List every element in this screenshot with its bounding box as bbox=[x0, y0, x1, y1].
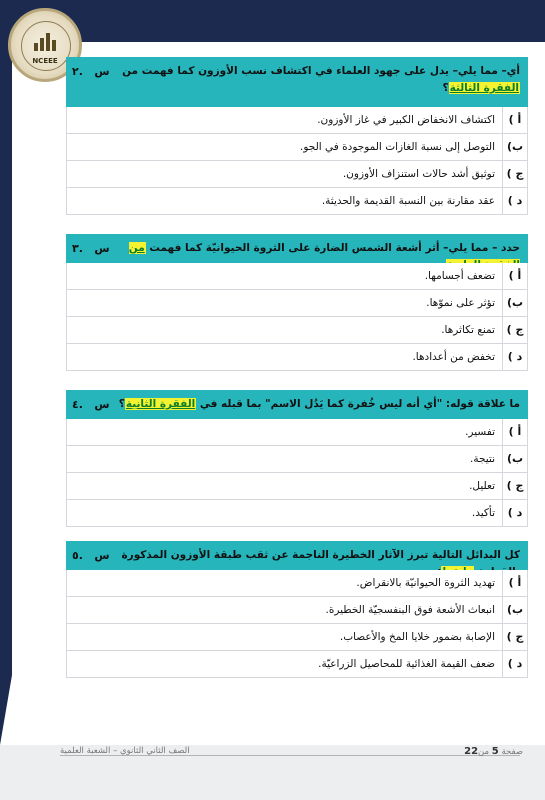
question-2-text: أي– مما يلي– يدل على جهود العلماء في اكتشاف نسب الأوزون كما فهمت من bbox=[122, 65, 520, 77]
question-2-header: س .٢ أي– مما يلي– يدل على جهود العلماء في اكتشاف نسب الأوزون كما فهمت من الفقرة الثالثة؟ bbox=[66, 57, 528, 107]
question-3-option-b[interactable]: ب) تؤثر على نموّها. bbox=[66, 290, 528, 317]
question-4-header: س .٤ ما علاقة قوله: "أي أنه ليس خُفرة كما يَدُل الاسم" بما قبله في الفقرة الثانية؟ bbox=[66, 390, 528, 419]
question-3-option-d[interactable]: د ) تخفض من أعدادها. bbox=[66, 344, 528, 371]
logo-text: NCEEE bbox=[32, 57, 58, 65]
question-5-option-a[interactable]: أ ) تهديد الثروة الحيوانيّة بالانقراض. bbox=[66, 570, 528, 597]
logo-emblem-icon bbox=[34, 33, 56, 51]
question-2-option-c[interactable]: ج ) توثيق أشد حالات استنزاف الأوزون. bbox=[66, 161, 528, 188]
question-2-highlight: الفقرة الثالثة bbox=[449, 82, 519, 94]
question-5-header bbox=[66, 541, 528, 570]
footer-page-number: صفحة 5 من22 bbox=[464, 746, 523, 757]
question-5-option-b[interactable]: ب) انبعاث الأشعة فوق البنفسجيّة الخطيرة. bbox=[66, 597, 528, 624]
question-4-number: س .٤ bbox=[72, 398, 110, 411]
question-2-option-a[interactable]: أ ) اكتشاف الانخفاض الكبير في غاز الأوزون. bbox=[66, 107, 528, 134]
question-3-header bbox=[66, 234, 528, 263]
question-3-option-c[interactable]: ج ) تمنع تكاثرها. bbox=[66, 317, 528, 344]
question-2-option-b[interactable]: ب) التوصل إلى نسبة الغازات الموجودة في الجو. bbox=[66, 134, 528, 161]
question-5-option-d[interactable]: د ) ضعف القيمة الغذائية للمحاصيل الزراعيّة. bbox=[66, 651, 528, 678]
question-3-number: س .٣ bbox=[72, 242, 110, 255]
question-5 bbox=[66, 541, 528, 678]
question-2 bbox=[66, 57, 528, 215]
question-3 bbox=[66, 234, 528, 371]
question-3-highlight: من bbox=[129, 242, 520, 271]
question-3-text: حدد – مما يلي– أثر أشعة الشمس الضارة على الثروة الحيوانيّة كما فهمت bbox=[149, 242, 520, 254]
footer-grade: الصف الثاني الثانوي – الشعبة العلمية bbox=[60, 746, 190, 756]
question-3-option-a[interactable]: أ ) تضعف أجسامها. bbox=[66, 263, 528, 290]
question-4-option-d[interactable]: د ) تأكيد. bbox=[66, 500, 528, 527]
question-5-text: كل البدائل التالية تبرز الآثار الخطيرة الناجمة عن ثقب طبقة الأوزون المذكورة bbox=[121, 549, 520, 561]
question-4 bbox=[66, 390, 528, 527]
question-4-highlight: الفقرة الثانية bbox=[125, 398, 196, 410]
question-4-option-c[interactable]: ج ) تعليل. bbox=[66, 473, 528, 500]
question-4-text: ما علاقة قوله: "أي أنه ليس خُفرة كما يَدُل الاسم" بما قبله في bbox=[199, 398, 520, 410]
question-2-number: س .٢ bbox=[72, 65, 110, 78]
question-2-option-d[interactable]: د ) عقد مقارنة بين النسبة القديمة والحديثة. bbox=[66, 188, 528, 215]
question-5-option-c[interactable]: ج ) الإصابة بضمور خلايا المخ والأعصاب. bbox=[66, 624, 528, 651]
question-4-option-b[interactable]: ب) نتيجة. bbox=[66, 446, 528, 473]
question-5-number: س .٥ bbox=[72, 549, 110, 562]
question-4-option-a[interactable]: أ ) تفسير. bbox=[66, 419, 528, 446]
